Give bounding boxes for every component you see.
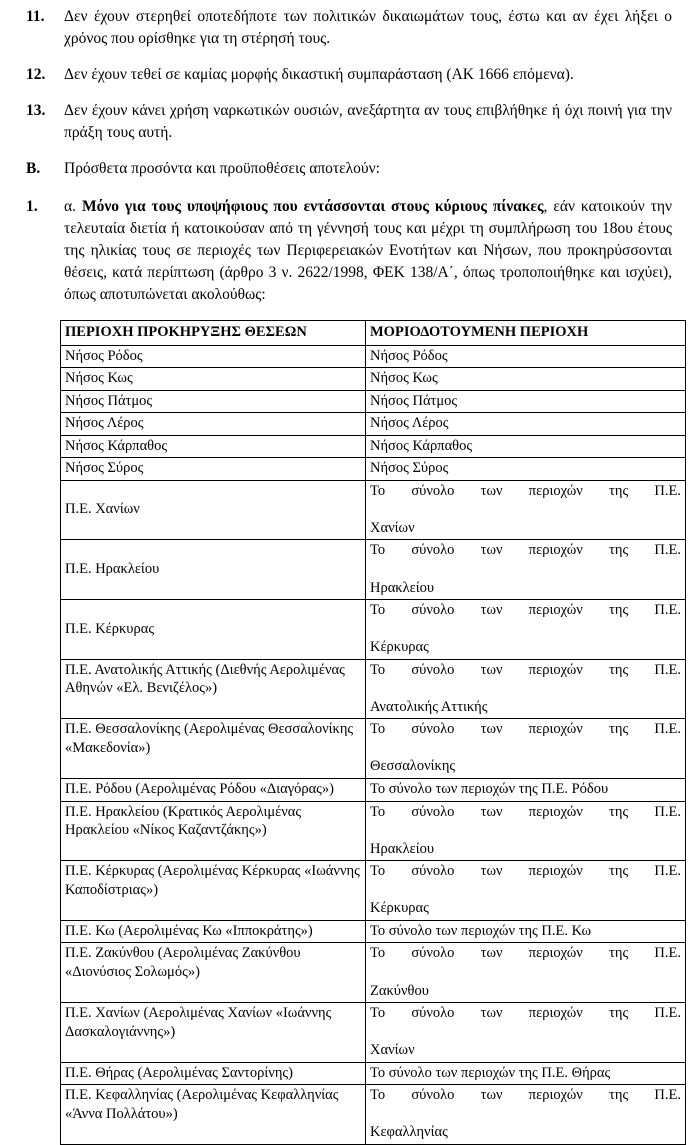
list-item-number: Β. bbox=[26, 160, 41, 177]
cell-line-2: Κέρκυρας bbox=[370, 900, 429, 917]
table-row bbox=[61, 920, 686, 943]
table-cell-scored-area bbox=[366, 1085, 686, 1145]
table-cell-area: Π.Ε. Ζακύνθου (Αερολιμένας Ζακύνθου «Διονύσιος Σολωμός») bbox=[61, 943, 366, 1003]
list-item bbox=[22, 64, 676, 86]
table-row bbox=[61, 480, 686, 540]
cell-line-2: Κέρκυρας bbox=[370, 639, 429, 656]
table-cell-scored-area bbox=[366, 861, 686, 921]
table-cell-scored-area bbox=[366, 801, 686, 861]
table-cell-scored-area bbox=[366, 659, 686, 719]
regions-table bbox=[60, 320, 686, 1145]
table-cell-area: Π.Ε. Κω (Αερολιμένας Κω «Ιπποκράτης») bbox=[61, 920, 366, 943]
cell-line-1: Το σύνολο των περιοχών της Π.Ε. bbox=[370, 1087, 681, 1104]
table-cell-area: Π.Ε. Ηρακλείου bbox=[61, 540, 366, 600]
table-row bbox=[61, 801, 686, 861]
list-item-text: Δεν έχουν στερηθεί οποτεδήποτε των πολιτικών δικαιωμάτων τους, έστω και αν έχει λήξει ο χρόνος που ορίσθηκε για τη στέρησή τους. bbox=[64, 8, 672, 47]
table-row bbox=[61, 719, 686, 779]
table-cell-area: Π.Ε. Χανίων (Αερολιμένας Χανίων «Ιωάννης Δασκαλογιάννης») bbox=[61, 1003, 366, 1063]
cell-line-1: Το σύνολο των περιοχών της Π.Ε. bbox=[370, 1005, 681, 1022]
paragraph-bold-lead: Μόνο για τους υποψήφιους που εντάσσονται στους κύριους πίνακες bbox=[81, 198, 544, 215]
list-item-section-b bbox=[22, 158, 676, 180]
cell-line-2: Ζακύνθου bbox=[370, 982, 429, 999]
table-row bbox=[61, 345, 686, 368]
cell-line-2: Χανίων bbox=[370, 519, 415, 536]
paragraph-sub-marker: α. bbox=[64, 198, 76, 215]
cell-line-2: Ηρακλείου bbox=[370, 579, 435, 596]
table-cell-area: Π.Ε. Ανατολικής Αττικής (Διεθνής Αερολιμένας Αθηνών «Ελ. Βενιζέλος») bbox=[61, 659, 366, 719]
table-cell-area: Νήσος Πάτμος bbox=[61, 390, 366, 413]
cell-line-1: Το σύνολο των περιοχών της Π.Ε. bbox=[370, 661, 681, 678]
list-item-number: 11. bbox=[26, 8, 45, 25]
list-item-text: Πρόσθετα προσόντα και προϋποθέσεις αποτελούν: bbox=[64, 160, 380, 177]
table-row bbox=[61, 458, 686, 481]
cell-line-2: Ανατολικής Αττικής bbox=[370, 698, 488, 715]
table-cell-area: Νήσος Κως bbox=[61, 368, 366, 391]
table-cell-scored-area bbox=[366, 1003, 686, 1063]
table-cell-scored-area: Νήσος Σύρος bbox=[366, 458, 686, 481]
table-cell-area: Π.Ε. Χανίων bbox=[61, 480, 366, 540]
table-cell-scored-area bbox=[366, 719, 686, 779]
cell-line-2: Ηρακλείου bbox=[370, 840, 435, 857]
cell-line-2: Χανίων bbox=[370, 1042, 415, 1059]
table-cell-scored-area bbox=[366, 540, 686, 600]
paragraph-number: 1. bbox=[26, 198, 38, 215]
regions-table-wrapper bbox=[60, 320, 681, 1145]
table-cell-scored-area: Νήσος Πάτμος bbox=[366, 390, 686, 413]
table-row bbox=[61, 600, 686, 660]
table-cell-scored-area: Το σύνολο των περιοχών της Π.Ε. Ρόδου bbox=[366, 779, 686, 802]
table-cell-scored-area: Νήσος Λέρος bbox=[366, 413, 686, 436]
list-item-text: Δεν έχουν κάνει χρήση ναρκωτικών ουσιών, ανεξάρτητα αν τους επιβλήθηκε ή όχι ποινή για την πράξη τους αυτή. bbox=[64, 102, 672, 141]
table-cell-scored-area bbox=[366, 480, 686, 540]
table-header-row bbox=[61, 321, 686, 346]
table-cell-scored-area: Το σύνολο των περιοχών της Π.Ε. Θήρας bbox=[366, 1062, 686, 1085]
cell-line-2: Κεφαλληνίας bbox=[370, 1124, 448, 1141]
paragraph-text bbox=[64, 196, 676, 306]
table-cell-scored-area: Νήσος Ρόδος bbox=[366, 345, 686, 368]
list-item bbox=[22, 6, 676, 50]
table-row bbox=[61, 435, 686, 458]
cell-line-1: Το σύνολο των περιοχών της Π.Ε. bbox=[370, 482, 681, 499]
regions-table-body bbox=[61, 345, 686, 1144]
list-item-number: 13. bbox=[26, 102, 46, 119]
table-header-cell-area: ΠΕΡΙΟΧΗ ΠΡΟΚΗΡΥΞΗΣ ΘΕΣΕΩΝ bbox=[61, 321, 366, 346]
cell-line-1: Το σύνολο των περιοχών της Π.Ε. bbox=[370, 602, 681, 619]
table-cell-area: Π.Ε. Κεφαλληνίας (Αερολιμένας Κεφαλληνίας «Άννα Πολλάτου») bbox=[61, 1085, 366, 1145]
paragraph-b1 bbox=[22, 196, 676, 306]
table-row bbox=[61, 943, 686, 1003]
table-row bbox=[61, 861, 686, 921]
cell-line-1: Το σύνολο των περιοχών της Π.Ε. bbox=[370, 863, 681, 880]
table-row bbox=[61, 390, 686, 413]
table-row bbox=[61, 540, 686, 600]
cell-line-1: Το σύνολο των περιοχών της Π.Ε. bbox=[370, 945, 681, 962]
table-cell-area: Π.Ε. Θεσσαλονίκης (Αερολιμένας Θεσσαλονίκης «Μακεδονία») bbox=[61, 719, 366, 779]
table-row bbox=[61, 1085, 686, 1145]
cell-line-1: Το σύνολο των περιοχών της Π.Ε. bbox=[370, 542, 681, 559]
table-cell-area: Π.Ε. Ηρακλείου (Κρατικός Αερολιμένας Ηρακλείου «Νίκος Καζαντζάκης») bbox=[61, 801, 366, 861]
table-row bbox=[61, 659, 686, 719]
cell-line-1: Το σύνολο των περιοχών της Π.Ε. bbox=[370, 721, 681, 738]
table-cell-area: Π.Ε. Κέρκυρας (Αερολιμένας Κέρκυρας «Ιωάννης Καποδίστριας») bbox=[61, 861, 366, 921]
table-cell-scored-area: Νήσος Κως bbox=[366, 368, 686, 391]
table-row bbox=[61, 1003, 686, 1063]
table-cell-scored-area bbox=[366, 600, 686, 660]
cell-line-2: Θεσσαλονίκης bbox=[370, 758, 456, 775]
table-cell-scored-area bbox=[366, 943, 686, 1003]
table-cell-area: Π.Ε. Θήρας (Αερολιμένας Σαντορίνης) bbox=[61, 1062, 366, 1085]
list-item-text: Δεν έχουν τεθεί σε καμίας μορφής δικαστική συμπαράσταση (ΑΚ 1666 επόμενα). bbox=[64, 66, 574, 83]
table-row bbox=[61, 1062, 686, 1085]
list-item-number: 12. bbox=[26, 66, 46, 83]
table-cell-scored-area: Το σύνολο των περιοχών της Π.Ε. Κω bbox=[366, 920, 686, 943]
table-row bbox=[61, 779, 686, 802]
table-cell-area: Νήσος Λέρος bbox=[61, 413, 366, 436]
table-row bbox=[61, 368, 686, 391]
list-item bbox=[22, 100, 676, 144]
paragraph-rest: , εάν κατοικούν την τελευταία διετία ή κατοικούσαν από τη γέννησή τους και μέχρι τη συμπλήρωση του 18ου έτους της ηλικίας τους σε περιοχές των Περιφερειακών Ενοτήτων και Νήσων, που προκηρύσσονται θέσεις, κατά περίπτωση (άρθρο 3 ν. 2622/1998, ΦΕΚ 138/Α΄, όπως τροποποιήθηκε και ισχύει), όπως αποτυπώνεται ακολούθως: bbox=[64, 198, 673, 303]
table-cell-area: Π.Ε. Κέρκυρας bbox=[61, 600, 366, 660]
table-header-cell-scored-area: ΜΟΡΙΟΔΟΤΟΥΜΕΝΗ ΠΕΡΙΟΧΗ bbox=[366, 321, 686, 346]
table-cell-area: Π.Ε. Ρόδου (Αερολιμένας Ρόδου «Διαγόρας») bbox=[61, 779, 366, 802]
cell-line-1: Το σύνολο των περιοχών της Π.Ε. bbox=[370, 803, 681, 820]
table-cell-area: Νήσος Ρόδος bbox=[61, 345, 366, 368]
table-row bbox=[61, 413, 686, 436]
table-cell-area: Νήσος Σύρος bbox=[61, 458, 366, 481]
table-cell-area: Νήσος Κάρπαθος bbox=[61, 435, 366, 458]
table-cell-scored-area: Νήσος Κάρπαθος bbox=[366, 435, 686, 458]
